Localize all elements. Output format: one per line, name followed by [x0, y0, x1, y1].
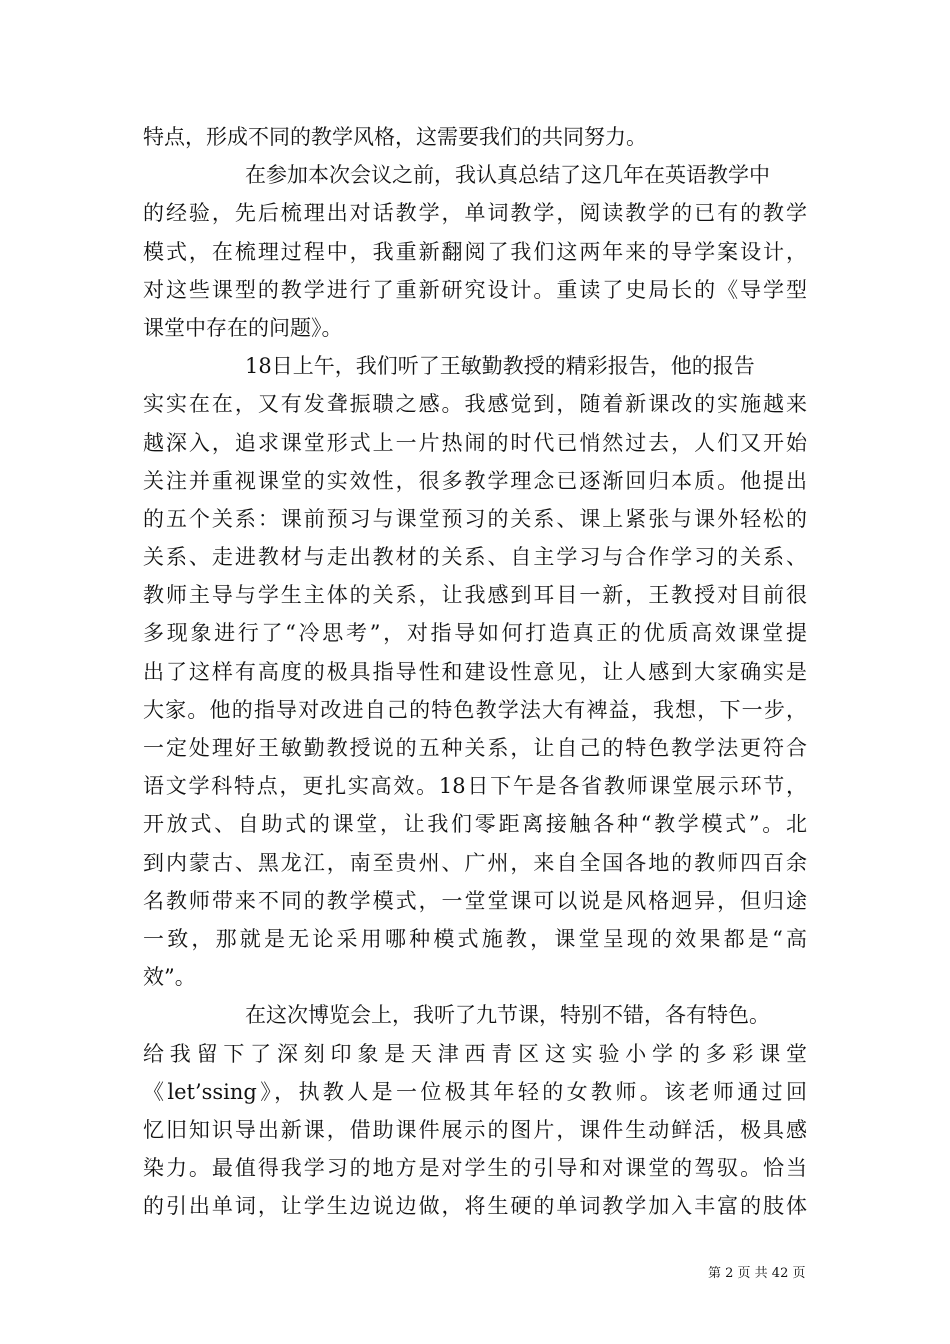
text-line: 模式，在梳理过程中，我重新翻阅了我们这两年来的导学案设计，	[143, 239, 807, 264]
text-line: 多现象进行了“冷思考”，对指导如何打造真正的优质高效课堂提	[143, 621, 807, 646]
text-line: 名教师带来不同的教学模式，一堂堂课可以说是风格迥异，但归途	[143, 888, 807, 913]
text-line: 大家。他的指导对改进自己的特色教学法大有裨益，我想，下一步，	[143, 697, 807, 722]
page-number-footer: 第 2 页 共 42 页	[708, 1266, 806, 1281]
text-line: 忆旧知识导出新课，借助课件展示的图片，课件生动鲜活，极具感	[143, 1117, 807, 1142]
text-line: 课堂中存在的问题》。	[143, 315, 343, 340]
text-line: 开放式、自助式的课堂，让我们零距离接触各种“教学模式”。北	[143, 812, 807, 837]
text-line: 《let’ssing》，执教人是一位极其年轻的女教师。该老师通过回	[143, 1079, 807, 1104]
text-line: 的五个关系：课前预习与课堂预习的关系、课上紧张与课外轻松的	[143, 506, 807, 531]
text-line: 一定处理好王敏勤教授说的五种关系，让自己的特色教学法更符合	[143, 736, 807, 760]
text-line: 效”。	[143, 965, 196, 990]
body-text	[143, 118, 807, 1225]
text-line: 染力。最值得我学习的地方是对学生的引导和对课堂的驾驭。恰当	[143, 1156, 807, 1181]
text-line: 18日上午，我们听了王敏勤教授的精彩报告，他的报告	[245, 354, 755, 379]
text-line: 到内蒙古、黑龙江，南至贵州、广州，来自全国各地的教师四百余	[143, 850, 807, 875]
text-line: 的经验，先后梳理出对话教学，单词教学，阅读教学的已有的教学	[143, 201, 807, 226]
text-line: 教师主导与学生主体的关系，让我感到耳目一新，王教授对目前很	[143, 583, 807, 608]
text-line: 在这次博览会上，我听了九节课，特别不错，各有特色。	[245, 1003, 770, 1028]
text-line: 越深入，追求课堂形式上一片热闹的时代已悄然过去，人们又开始	[143, 430, 807, 455]
text-line: 语文学科特点，更扎实高效。18日下午是各省教师课堂展示环节，	[143, 774, 807, 799]
text-line: 特点，形成不同的教学风格，这需要我们的共同努力。	[143, 125, 647, 149]
text-line: 一致，那就是无论采用哪种模式施教，课堂呈现的效果都是“高	[143, 926, 807, 951]
text-line: 给我留下了深刻印象是天津西青区这实验小学的多彩课堂	[143, 1041, 807, 1066]
text-line: 的引出单词，让学生边说边做，将生硬的单词教学加入丰富的肢体	[143, 1194, 807, 1219]
text-line: 对这些课型的教学进行了重新研究设计。重读了史局长的《导学型	[143, 277, 807, 302]
text-line: 出了这样有高度的极具指导性和建设性意见，让人感到大家确实是	[143, 659, 807, 684]
text-line: 关系、走进教材与走出教材的关系、自主学习与合作学习的关系、	[143, 545, 807, 570]
text-line: 在参加本次会议之前，我认真总结了这几年在英语教学中	[245, 163, 770, 188]
text-line: 实实在在，又有发聋振聩之感。我感觉到，随着新课改的实施越来	[143, 392, 807, 417]
text-line: 关注并重视课堂的实效性，很多教学理念已逐渐回归本质。他提出	[143, 468, 807, 493]
